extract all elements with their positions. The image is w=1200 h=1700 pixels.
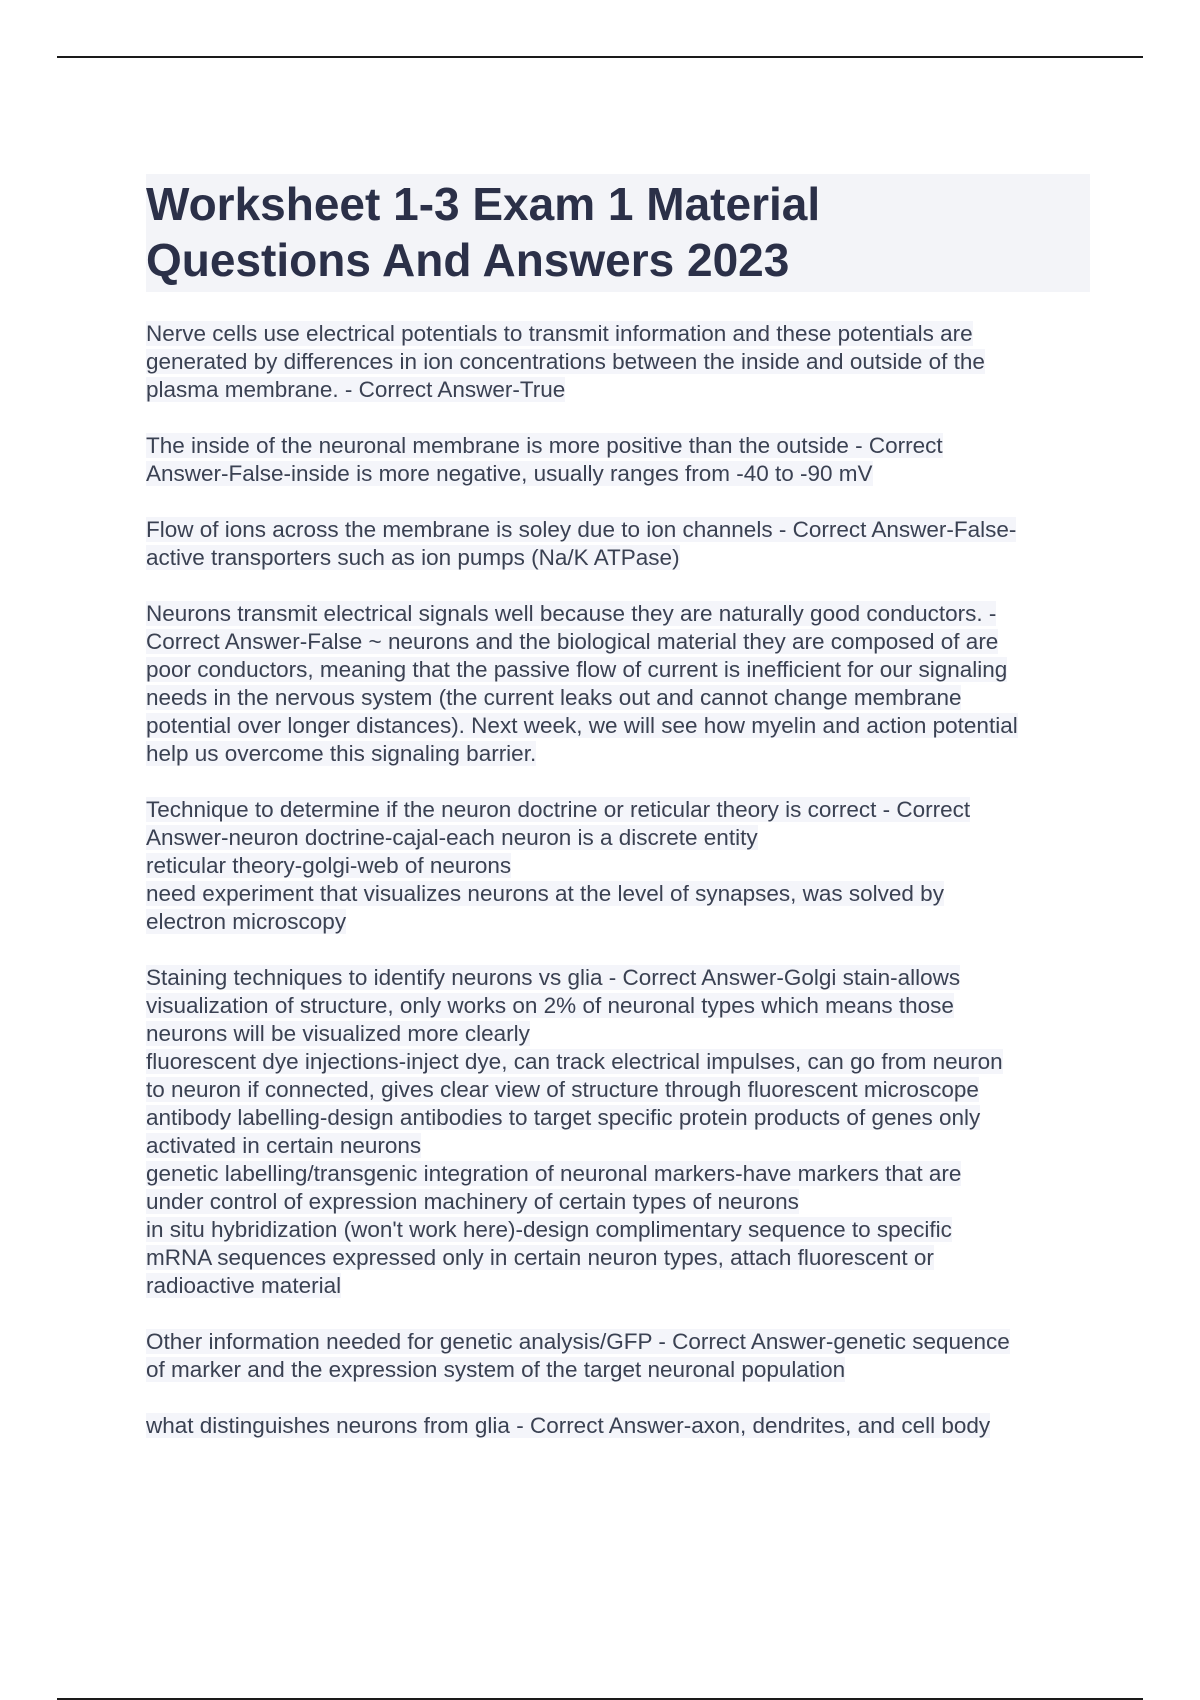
qa-entry	[146, 432, 1090, 488]
qa-line: Correct Answer-False ~ neurons and the biological material they are composed of are	[146, 629, 999, 654]
qa-line: Answer-neuron doctrine-cajal-each neuron is a discrete entity	[146, 825, 758, 850]
qa-line: radioactive material	[146, 1273, 342, 1298]
qa-entry	[146, 320, 1090, 404]
title-block	[146, 174, 1090, 292]
qa-line: need experiment that visualizes neurons at the level of synapses, was solved by	[146, 881, 944, 906]
qa-line: of marker and the expression system of the target neuronal population	[146, 1357, 846, 1382]
title-line-2: Questions And Answers 2023	[146, 234, 790, 286]
qa-line: genetic labelling/transgenic integration of neuronal markers-have markers that are	[146, 1161, 962, 1186]
qa-line: Answer-False-inside is more negative, usually ranges from -40 to -90 mV	[146, 461, 873, 486]
qa-line: under control of expression machinery of certain types of neurons	[146, 1189, 799, 1214]
qa-line: Staining techniques to identify neurons vs glia - Correct Answer-Golgi stain-allows	[146, 965, 961, 990]
qa-line: active transporters such as ion pumps (Na/K ATPase)	[146, 545, 680, 570]
document-title	[146, 176, 1090, 288]
document-body	[146, 174, 1090, 1468]
top-divider	[57, 56, 1143, 58]
qa-entry	[146, 964, 1090, 1300]
qa-entry	[146, 1328, 1090, 1384]
qa-line: visualization of structure, only works on 2% of neuronal types which means those	[146, 993, 954, 1018]
qa-line: Nerve cells use electrical potentials to transmit information and these potentials are	[146, 321, 973, 346]
qa-line: poor conductors, meaning that the passive flow of current is inefficient for our signaling	[146, 657, 1008, 682]
qa-line: Other information needed for genetic analysis/GFP - Correct Answer-genetic sequence	[146, 1329, 1010, 1354]
qa-line: potential over longer distances). Next week, we will see how myelin and action potential	[146, 713, 1018, 738]
qa-line: plasma membrane. - Correct Answer-True	[146, 377, 566, 402]
qa-line: generated by differences in ion concentrations between the inside and outside of the	[146, 349, 985, 374]
qa-line: Technique to determine if the neuron doctrine or reticular theory is correct - Correct	[146, 797, 971, 822]
qa-line: to neuron if connected, gives clear view of structure through fluorescent microscope	[146, 1077, 979, 1102]
qa-entry	[146, 1412, 1090, 1440]
qa-entry	[146, 796, 1090, 936]
qa-line: The inside of the neuronal membrane is more positive than the outside - Correct	[146, 433, 943, 458]
qa-line: Flow of ions across the membrane is soley due to ion channels - Correct Answer-False-	[146, 517, 1017, 542]
qa-line: fluorescent dye injections-inject dye, can track electrical impulses, can go from neuron	[146, 1049, 1003, 1074]
qa-line: in situ hybridization (won't work here)-design complimentary sequence to specific	[146, 1217, 952, 1242]
qa-line: activated in certain neurons	[146, 1133, 422, 1158]
qa-line: Neurons transmit electrical signals well because they are naturally good conductors. -	[146, 601, 997, 626]
qa-line: electron microscopy	[146, 909, 347, 934]
qa-line: help us overcome this signaling barrier.	[146, 741, 537, 766]
qa-entry	[146, 516, 1090, 572]
title-line-1: Worksheet 1-3 Exam 1 Material	[146, 178, 821, 230]
qa-line: needs in the nervous system (the current leaks out and cannot change membrane	[146, 685, 962, 710]
qa-line: reticular theory-golgi-web of neurons	[146, 853, 512, 878]
qa-line: mRNA sequences expressed only in certain neuron types, attach fluorescent or	[146, 1245, 934, 1270]
qa-line: neurons will be visualized more clearly	[146, 1021, 530, 1046]
qa-list	[146, 320, 1090, 1440]
qa-entry	[146, 600, 1090, 768]
qa-line: antibody labelling-design antibodies to target specific protein products of genes only	[146, 1105, 981, 1130]
qa-line: what distinguishes neurons from glia - Correct Answer-axon, dendrites, and cell body	[146, 1413, 991, 1438]
